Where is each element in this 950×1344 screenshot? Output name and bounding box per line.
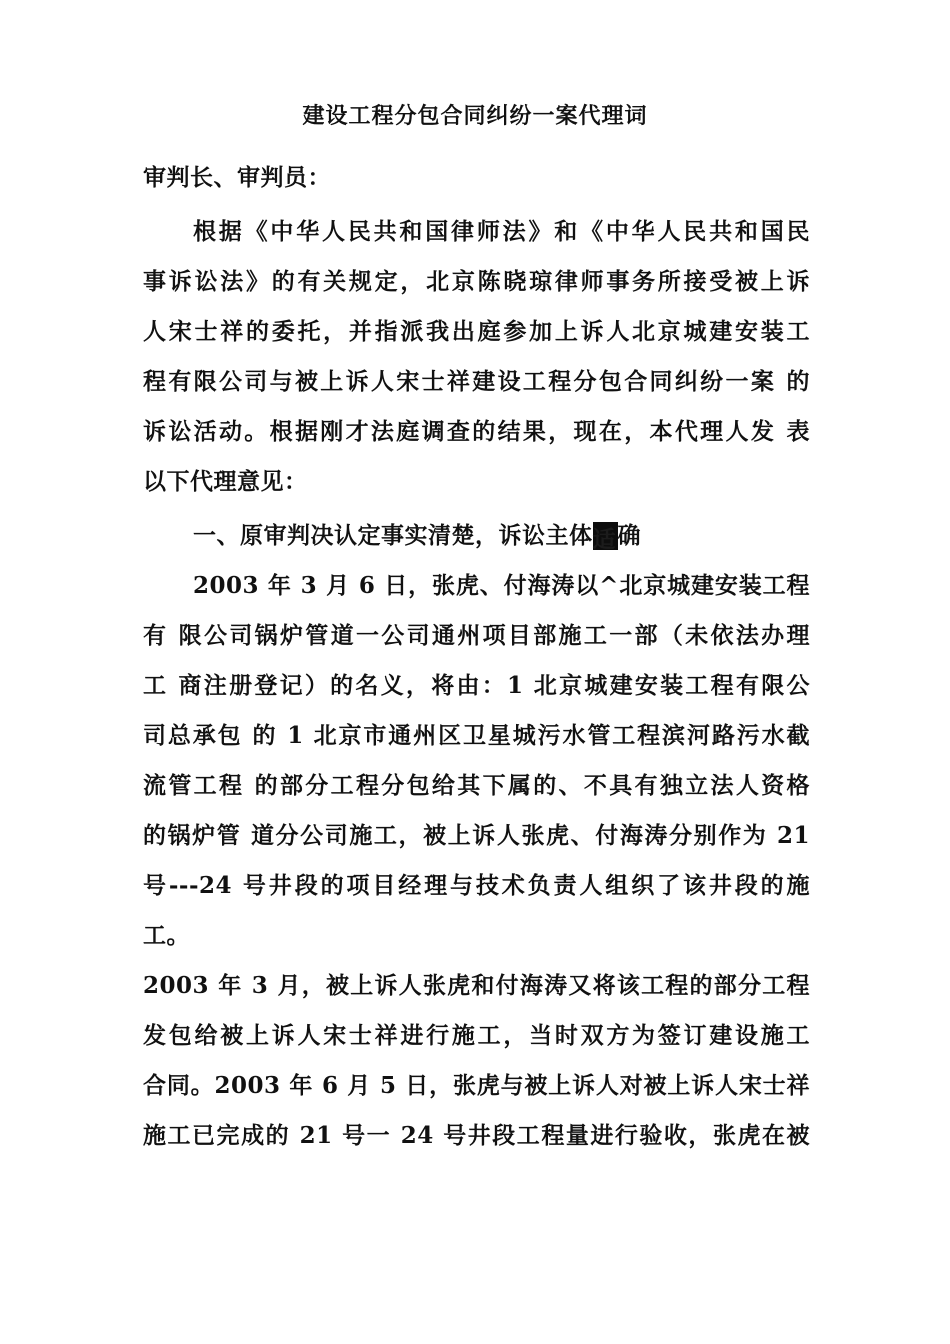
salutation: 审判长、审判员： [143, 164, 331, 191]
paragraph2-line-8: 工。 [143, 922, 190, 949]
section-heading-1-after: 确 [617, 522, 641, 549]
paragraph1-line-2: 事诉讼法》的有关规定，北京陈晓琼律师事务所接受被上诉 [143, 268, 810, 295]
paragraph3-line-2: 发包给被上诉人宋士祥进行施工，当时双方为签订建设施工 [143, 1022, 810, 1049]
paragraph2-line-4: 司总承包 的 1 北京市通州区卫星城污水管工程滨河路污水截 [143, 722, 810, 749]
paragraph1-line-6: 以下代理意见： [143, 468, 308, 495]
paragraph1-line-3: 人宋士祥的委托，并指派我出庭参加上诉人北京城建安装工 [143, 318, 810, 345]
paragraph3-line-3: 合同。2003 年 6 月 5 日，张虎与被上诉人对被上诉人宋士祥 [143, 1072, 810, 1099]
paragraph1-line-4: 程有限公司与被上诉人宋士祥建设工程分包合同纠纷一案 的 [143, 368, 810, 395]
paragraph3-line-1: 2003 年 3 月，被上诉人张虎和付海涛又将该工程的部分工程 [143, 972, 810, 999]
section-heading-1-before: 一、原审判决认定事实清楚，诉讼主体 [193, 522, 593, 549]
paragraph2-line-5: 流管工程 的部分工程分包给其下属的、不具有独立法人资格 [143, 772, 810, 799]
paragraph2-line-6: 的锅炉管 道分公司施工，被上诉人张虎、付海涛分别作为 21 [143, 822, 810, 849]
paragraph1-line-1: 根据《中华人民共和国律师法》和《中华人民共和国民 [193, 218, 810, 245]
paragraph2-line-3: 工 商注册登记）的名义，将由：1 北京城建安装工程有限公 [143, 672, 810, 699]
paragraph3-line-4: 施工已完成的 21 号一 24 号井段工程量进行验收，张虎在被 [143, 1122, 810, 1149]
paragraph2-line-1: 2003 年 3 月 6 日，张虎、付海涛以^北京城建安装工程 [193, 572, 810, 599]
paragraph1-line-5: 诉讼活动。根据刚才法庭调查的结果，现在，本代理人发 表 [143, 418, 810, 445]
section-heading-1 [193, 518, 810, 554]
redaction-mark: 适 [593, 522, 618, 550]
paragraph2-line-7: 号---24 号井段的项目经理与技术负责人组织了该井段的施 [143, 872, 810, 899]
paragraph2-line-2: 有 限公司锅炉管道一公司通州项目部施工一部（未依法办理 [143, 622, 810, 649]
document-title: 建设工程分包合同纠纷一案代理词 [302, 103, 648, 129]
